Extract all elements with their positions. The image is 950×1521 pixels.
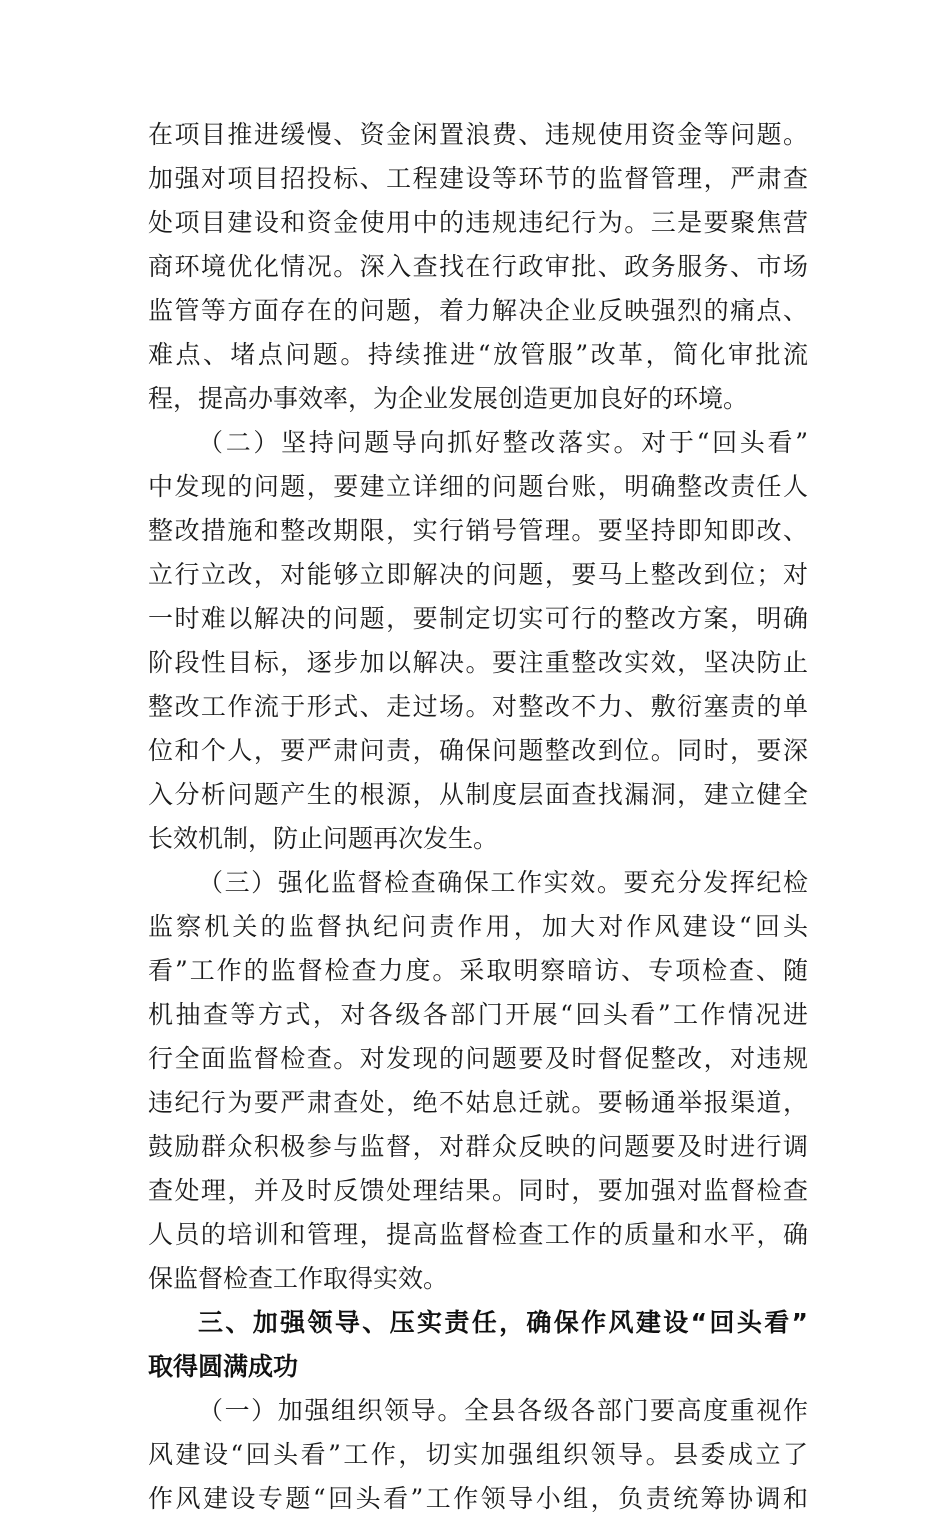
- paragraph-line: 机抽查等方式，对各级各部门开展“回头看”工作情况进: [148, 1000, 808, 1029]
- paragraph-line: 长效机制，防止问题再次发生。: [148, 824, 499, 853]
- paragraph-line: 中发现的问题，要建立详细的问题台账，明确整改责任人: [148, 472, 808, 501]
- paragraph-line: 违纪行为要严肃查处，绝不姑息迁就。要畅通举报渠道，: [148, 1088, 808, 1117]
- paragraph-line: 在项目推进缓慢、资金闲置浪费、违规使用资金等问题。: [148, 120, 808, 149]
- paragraph-line: 处项目建设和资金使用中的违规违纪行为。三是要聚焦营: [148, 208, 808, 237]
- paragraph-line: 整改措施和整改期限，实行销号管理。要坚持即知即改、: [148, 516, 808, 545]
- paragraph-line: 保监督检查工作取得实效。: [148, 1264, 449, 1293]
- paragraph-line: 鼓励群众积极参与监督，对群众反映的问题要及时进行调: [148, 1132, 808, 1161]
- paragraph-line: 加强对项目招投标、工程建设等环节的监督管理，严肃查: [148, 164, 808, 193]
- paragraph-line: 看”工作的监督检查力度。采取明察暗访、专项检查、随: [148, 956, 808, 985]
- paragraph-line: 难点、堵点问题。持续推进“放管服”改革，简化审批流: [148, 340, 808, 369]
- paragraph-line: （二）坚持问题导向抓好整改落实。对于“回头看”: [198, 428, 808, 457]
- paragraph-line: 立行立改，对能够立即解决的问题，要马上整改到位；对: [148, 560, 808, 589]
- paragraph-line: 监察机关的监督执纪问责作用，加大对作风建设“回头: [148, 912, 808, 941]
- paragraph-line: 商环境优化情况。深入查找在行政审批、政务服务、市场: [148, 252, 808, 281]
- paragraph-line: 入分析问题产生的根源，从制度层面查找漏洞，建立健全: [148, 780, 808, 809]
- paragraph-line: 程，提高办事效率，为企业发展创造更加良好的环境。: [148, 384, 749, 413]
- paragraph-line: 一时难以解决的问题，要制定切实可行的整改方案，明确: [148, 604, 808, 633]
- document-body: [148, 113, 808, 1521]
- paragraph-line: 位和个人，要严肃问责，确保问题整改到位。同时，要深: [148, 736, 808, 765]
- paragraph-line: 风建设“回头看”工作，切实加强组织领导。县委成立了: [148, 1440, 808, 1469]
- section-heading-line: 取得圆满成功: [148, 1352, 299, 1381]
- paragraph-line: 监管等方面存在的问题，着力解决企业反映强烈的痛点、: [148, 296, 808, 325]
- paragraph-line: 整改工作流于形式、走过场。对整改不力、敷衍塞责的单: [148, 692, 808, 721]
- paragraph-line: 阶段性目标，逐步加以解决。要注重整改实效，坚决防止: [148, 648, 808, 677]
- paragraph-line: 人员的培训和管理，提高监督检查工作的质量和水平，确: [148, 1220, 808, 1249]
- paragraph-line: 作风建设专题“回头看”工作领导小组，负责统筹协调和: [148, 1484, 808, 1513]
- paragraph-line: 行全面监督检查。对发现的问题要及时督促整改，对违规: [148, 1044, 808, 1073]
- paragraph-line: 查处理，并及时反馈处理结果。同时，要加强对监督检查: [148, 1176, 808, 1205]
- paragraph-line: （三）强化监督检查确保工作实效。要充分发挥纪检: [198, 868, 808, 897]
- paragraph-line: （一）加强组织领导。全县各级各部门要高度重视作: [198, 1396, 808, 1425]
- section-heading-line: 三、加强领导、压实责任，确保作风建设“回头看”: [198, 1308, 808, 1337]
